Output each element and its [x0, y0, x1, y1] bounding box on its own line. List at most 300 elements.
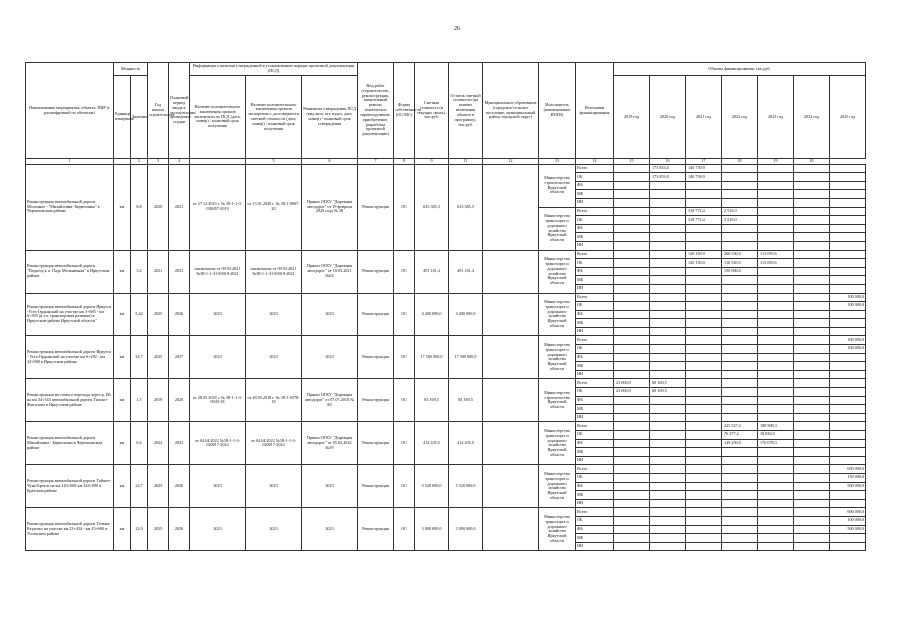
funding-value [686, 525, 722, 534]
funding-value: 188 908,3 [758, 422, 794, 431]
funding-value [686, 276, 722, 285]
funding-value [722, 310, 758, 319]
object-name: Реконструкция автомобильной дороги Михайловка - Бирюсинка в Черемховском районе [26, 422, 114, 465]
funding-value [758, 284, 794, 293]
funding-value [794, 465, 830, 474]
funding-value [794, 336, 830, 345]
column-number: 5 [246, 159, 302, 165]
funding-value [614, 293, 650, 302]
column-number: 13 [539, 159, 576, 165]
remaining-cost: 633 365,3 [449, 164, 483, 250]
page-number: 26 [454, 26, 460, 32]
funding-value [650, 345, 686, 354]
object-name: Реконструкция автомобильной дороги "Подъезд к п. Падь Мельничная" в Иркутском районе [26, 250, 114, 293]
funding-value [722, 198, 758, 207]
funding-value [794, 198, 830, 207]
funding-value [614, 456, 650, 465]
header-unit: Единица измерения [114, 76, 131, 159]
funding-value [758, 465, 794, 474]
municipality [483, 379, 539, 422]
funding-source: ИИ [576, 456, 614, 465]
funding-value [614, 525, 650, 534]
expertise-conclusion: от 04.04.2022 №38-1-1-3-020017-2022 [190, 422, 246, 465]
funding-source: ИИ [576, 542, 614, 551]
header-doc-b: Наличие положительного заключения органов экспертизы о достоверности сметной стоимости (дата, номер) / плановый срок получения [246, 76, 302, 159]
funding-value: 116 530,0 [722, 259, 758, 268]
funding-value [614, 396, 650, 405]
ownership: ОС [394, 465, 415, 508]
psd-approval: 2023 [302, 336, 358, 379]
header-year: 2025 год [830, 76, 866, 159]
funding-value [650, 190, 686, 199]
funding-value [758, 388, 794, 397]
funding-value [650, 250, 686, 259]
funding-value [686, 319, 722, 328]
funding-value [650, 353, 686, 362]
object-name: Реконструкция автомобильной дороги Иркутск -Усть-Ордынский на участке км 5+685 - км 6+395 (в т.ч. транспортная развязка) в Иркутском районе Иркутской области" [26, 293, 114, 336]
funding-value [686, 302, 722, 311]
funding-value [830, 456, 866, 465]
funding-value [722, 508, 758, 517]
funding-value: 113 059,6 [758, 259, 794, 268]
header-year: 2019 год [614, 76, 650, 159]
plan-year: 2027 [169, 336, 190, 379]
funding-value [614, 422, 650, 431]
object-name: Реконструкция автомобильной дороги Тельма-Раздолье на участке км 23+434 - км 45+600 в Усольском районе [26, 508, 114, 551]
funding-value [650, 241, 686, 250]
funding-value [758, 542, 794, 551]
funding-value [758, 233, 794, 242]
funding-value: 318 772,4 [686, 216, 722, 225]
capacity-value: 24,7 [131, 336, 148, 379]
header-year: 2020 год [650, 76, 686, 159]
funding-value: 60 169,5 [650, 388, 686, 397]
funding-value: 149 250,0 [722, 439, 758, 448]
expertise-conclusion: от 27.12.2019 г. № 38-1-1-3-038457-2019 [190, 164, 246, 250]
expertise-conclusion: 2023 [190, 293, 246, 336]
funding-value [758, 336, 794, 345]
estimated-cost: 633 365,3 [415, 164, 449, 250]
funding-value [830, 431, 866, 440]
funding-value [830, 250, 866, 259]
municipality [483, 293, 539, 336]
funding-value [830, 233, 866, 242]
funding-value [686, 224, 722, 233]
column-number: 19 [758, 159, 794, 165]
funding-value [830, 413, 866, 422]
funding-source: МБ [576, 448, 614, 457]
funding-value [650, 259, 686, 268]
funding-value: 60 169,5 [650, 379, 686, 388]
funding-value [686, 516, 722, 525]
funding-value [722, 405, 758, 414]
funding-value [614, 216, 650, 225]
funding-value [722, 224, 758, 233]
funding-value [758, 224, 794, 233]
funding-value [722, 276, 758, 285]
funding-value [614, 302, 650, 311]
funding-value [614, 405, 650, 414]
funding-source: Всего [576, 293, 614, 302]
funding-value [650, 207, 686, 216]
funding-value [794, 181, 830, 190]
start-year: 2019 [148, 379, 169, 422]
funding-source: ИИ [576, 198, 614, 207]
funding-value [650, 405, 686, 414]
funding-value [650, 499, 686, 508]
funding-value [614, 276, 650, 285]
funding-value [650, 327, 686, 336]
funding-value [794, 491, 830, 500]
header-ownership: Форма собственности (ОС/МС) [394, 63, 415, 159]
funding-value [614, 259, 650, 268]
funding-value [758, 362, 794, 371]
start-year: 2025 [148, 293, 169, 336]
funding-value: 100 000,0 [830, 345, 866, 354]
capacity-unit: км [114, 293, 131, 336]
funding-value [722, 465, 758, 474]
funding-source: МБ [576, 534, 614, 543]
expertise-conclusion: 2023 [190, 465, 246, 508]
funding-source: ФБ [576, 267, 614, 276]
funding-value: 173 853,0 [650, 164, 686, 173]
funding-value [650, 482, 686, 491]
funding-source: ОБ [576, 388, 614, 397]
header-executor: Исполнитель (наименование ИОГВ) [539, 63, 576, 159]
funding-value: 2 516,0 [722, 207, 758, 216]
header-work-type: Вид работ (строительство, реконструкция, капитальный ремонт, техническое перевооружение, приобретение, разработка проектной документации) [358, 63, 394, 159]
header-year: 2021 год [686, 76, 722, 159]
funding-value [650, 319, 686, 328]
funding-value [614, 508, 650, 517]
funding-source: ИИ [576, 413, 614, 422]
funding-value [758, 525, 794, 534]
header-year: 2024 год [794, 76, 830, 159]
funding-source: ИИ [576, 284, 614, 293]
capacity-unit: км [114, 422, 131, 465]
funding-source: ОБ [576, 173, 614, 182]
funding-source: ОБ [576, 345, 614, 354]
funding-value [758, 302, 794, 311]
funding-value [758, 456, 794, 465]
column-number: 11 [449, 159, 483, 165]
funding-value [758, 173, 794, 182]
funding-value [686, 542, 722, 551]
capacity-unit: км [114, 465, 131, 508]
executor: Министерство транспорта и дорожного хозяйства Иркутской области [539, 207, 576, 250]
funding-source: МБ [576, 362, 614, 371]
funding-value [650, 198, 686, 207]
column-number: 12 [483, 159, 539, 165]
funding-value [830, 190, 866, 199]
funding-value [758, 508, 794, 517]
funding-value [794, 525, 830, 534]
executor: Министерство транспорта и дорожного хозяйства Иркутской области [539, 250, 576, 293]
funding-value [830, 491, 866, 500]
funding-source: МБ [576, 491, 614, 500]
expertise-conclusion: заключение от 09.03.2021 №38-1-1-3-010019-2021 [190, 250, 246, 293]
funding-value [794, 482, 830, 491]
funding-value: 23 000,0 [614, 388, 650, 397]
funding-value [758, 396, 794, 405]
capacity-unit: км [114, 508, 131, 551]
header-doc-a: Наличие положительного заключения органов экспертизы по ПСД (дата, номер) / плановый срок получения [190, 76, 246, 159]
column-number: 14 [576, 159, 614, 165]
table-row [26, 164, 866, 173]
municipality [483, 336, 539, 379]
funding-source: МБ [576, 319, 614, 328]
funding-value [614, 345, 650, 354]
funding-value [614, 473, 650, 482]
psd-approval: 2023 [302, 293, 358, 336]
funding-value [650, 362, 686, 371]
funding-value [758, 491, 794, 500]
funding-value [614, 542, 650, 551]
funding-value: 318 772,4 [686, 207, 722, 216]
funding-value [722, 190, 758, 199]
column-number: 17 [686, 159, 722, 165]
funding-value [830, 534, 866, 543]
funding-value [758, 293, 794, 302]
funding-value [794, 456, 830, 465]
funding-source: ИИ [576, 499, 614, 508]
capacity-unit: км [114, 250, 131, 293]
funding-value [650, 542, 686, 551]
funding-value [758, 353, 794, 362]
remaining-cost: 4 200 000,0 [449, 293, 483, 336]
funding-value [614, 413, 650, 422]
funding-value [686, 267, 722, 276]
cost-conclusion: 2023 [246, 293, 302, 336]
plan-year: 2023 [169, 250, 190, 293]
funding-value [722, 542, 758, 551]
capacity-unit: км [114, 336, 131, 379]
funding-value [758, 181, 794, 190]
cost-conclusion: от 13.01.2020 г. № 38-1-0007-20 [246, 164, 302, 250]
funding-value: 2 516,0 [722, 216, 758, 225]
column-number: 18 [722, 159, 758, 165]
funding-value [794, 284, 830, 293]
funding-value [758, 164, 794, 173]
funding-value [830, 198, 866, 207]
funding-value [686, 396, 722, 405]
funding-value [686, 413, 722, 422]
funding-value [830, 310, 866, 319]
work-type: Реконструкция [358, 379, 394, 422]
funding-value [794, 388, 830, 397]
funding-value [650, 310, 686, 319]
funding-value [830, 181, 866, 190]
funding-value [830, 439, 866, 448]
estimated-cost: 17 500 000,0 [415, 336, 449, 379]
funding-value [758, 267, 794, 276]
funding-value [830, 362, 866, 371]
funding-value [686, 353, 722, 362]
funding-value [614, 362, 650, 371]
funding-value [650, 216, 686, 225]
funding-value [794, 431, 830, 440]
plan-year: 2020 [169, 379, 190, 422]
municipality [483, 465, 539, 508]
capacity-unit: км [114, 164, 131, 250]
psd-approval: 2023 [302, 508, 358, 551]
funding-value [794, 405, 830, 414]
funding-value [650, 181, 686, 190]
psd-approval: 2023 [302, 465, 358, 508]
funding-value [794, 319, 830, 328]
funding-value [830, 542, 866, 551]
funding-source: ОБ [576, 431, 614, 440]
funding-value [686, 422, 722, 431]
funding-value [794, 224, 830, 233]
funding-value [794, 353, 830, 362]
funding-value [650, 302, 686, 311]
funding-value [794, 190, 830, 199]
funding-value [722, 293, 758, 302]
funding-value: 173 853,0 [650, 173, 686, 182]
funding-value: 76 277,2 [722, 431, 758, 440]
start-year: 2022 [148, 422, 169, 465]
column-number: 16 [650, 159, 686, 165]
funding-value [794, 345, 830, 354]
funding-value [614, 164, 650, 173]
funding-value [614, 198, 650, 207]
funding-value [830, 259, 866, 268]
psd-approval: Приказ ОГКУ "Дирекция автодорог" от 05.04.2022 №59 [302, 422, 358, 465]
remaining-cost: 3 000 000,0 [449, 508, 483, 551]
cost-conclusion: 2023 [246, 336, 302, 379]
header-funding: Объемы финансирования, тыс.руб. [614, 63, 866, 76]
municipality [483, 164, 539, 250]
funding-value [686, 388, 722, 397]
funding-value [686, 379, 722, 388]
funding-value [794, 293, 830, 302]
funding-value [650, 508, 686, 517]
plan-year: 2023 [169, 422, 190, 465]
table-row [26, 293, 866, 302]
funding-source: Всего [576, 422, 614, 431]
start-year: 2025 [148, 508, 169, 551]
funding-value [614, 241, 650, 250]
funding-value [830, 164, 866, 173]
funding-value [650, 413, 686, 422]
funding-value [614, 233, 650, 242]
funding-value [830, 448, 866, 457]
funding-value [650, 448, 686, 457]
executor: Министерство транспорта и дорожного хозяйства Иркутской области [539, 336, 576, 379]
funding-value [650, 534, 686, 543]
funding-value [722, 302, 758, 311]
remaining-cost: 83 169,5 [449, 379, 483, 422]
funding-value [830, 267, 866, 276]
capacity-value: 8,8 [131, 164, 148, 250]
table-row [26, 250, 866, 259]
funding-value [794, 276, 830, 285]
funding-value [794, 508, 830, 517]
funding-value [830, 284, 866, 293]
funding-value [614, 336, 650, 345]
funding-source: Всего [576, 508, 614, 517]
funding-value [758, 473, 794, 482]
funding-value [650, 293, 686, 302]
funding-value [758, 241, 794, 250]
funding-value [830, 276, 866, 285]
funding-value [614, 491, 650, 500]
funding-value [614, 250, 650, 259]
funding-value [722, 448, 758, 457]
funding-value [722, 345, 758, 354]
cost-conclusion: 2023 [246, 465, 302, 508]
capacity-value: 6,4 [131, 422, 148, 465]
funding-value [722, 388, 758, 397]
municipality [483, 508, 539, 551]
funding-value [686, 405, 722, 414]
funding-value: 266 530,0 [722, 250, 758, 259]
funding-value: 23 000,0 [614, 379, 650, 388]
funding-value [830, 405, 866, 414]
investment-register-table [25, 62, 866, 551]
funding-value [794, 379, 830, 388]
table-row [26, 336, 866, 345]
table-row [26, 508, 866, 517]
funding-value [794, 396, 830, 405]
municipality [483, 250, 539, 293]
funding-value [650, 491, 686, 500]
column-number: 2 [131, 159, 148, 165]
funding-value [830, 319, 866, 328]
funding-source: Всего [576, 379, 614, 388]
header-plan-year: Плановый период ввода в эксплуатацию/проведения стадии [169, 63, 190, 159]
funding-value [722, 491, 758, 500]
header-start-year: Год начала строительства [148, 63, 169, 159]
funding-value [650, 396, 686, 405]
funding-value [722, 482, 758, 491]
funding-value: 100 000,0 [830, 336, 866, 345]
cost-conclusion: заключение от 09.03.2021 №38-1-1-3-010019-2021 [246, 250, 302, 293]
funding-value [830, 370, 866, 379]
capacity-value: 24,7 [131, 465, 148, 508]
funding-value [722, 327, 758, 336]
funding-value [686, 534, 722, 543]
start-year: 2021 [148, 250, 169, 293]
estimated-cost: 414 435,5 [415, 422, 449, 465]
work-type: Реконструкция [358, 293, 394, 336]
funding-value [722, 396, 758, 405]
funding-value [830, 207, 866, 216]
funding-source: ОБ [576, 473, 614, 482]
funding-value [722, 516, 758, 525]
capacity-unit: км [114, 379, 131, 422]
header-est-cost: Сметная стоимость (в текущих ценах), тыс.руб. [415, 63, 449, 159]
funding-source: МБ [576, 233, 614, 242]
funding-value [686, 473, 722, 482]
funding-value [794, 422, 830, 431]
funding-value [794, 534, 830, 543]
executor: Министерство транспорта и дорожного хозяйства Иркутской области [539, 293, 576, 336]
funding-value [614, 534, 650, 543]
funding-value [722, 336, 758, 345]
funding-value [614, 448, 650, 457]
ownership: ОС [394, 293, 415, 336]
funding-value [614, 319, 650, 328]
funding-source: ФБ [576, 482, 614, 491]
funding-value [794, 310, 830, 319]
funding-value [794, 216, 830, 225]
funding-value [614, 439, 650, 448]
remaining-cost: 491 161,4 [449, 250, 483, 293]
funding-source: ФБ [576, 224, 614, 233]
funding-source: МБ [576, 405, 614, 414]
